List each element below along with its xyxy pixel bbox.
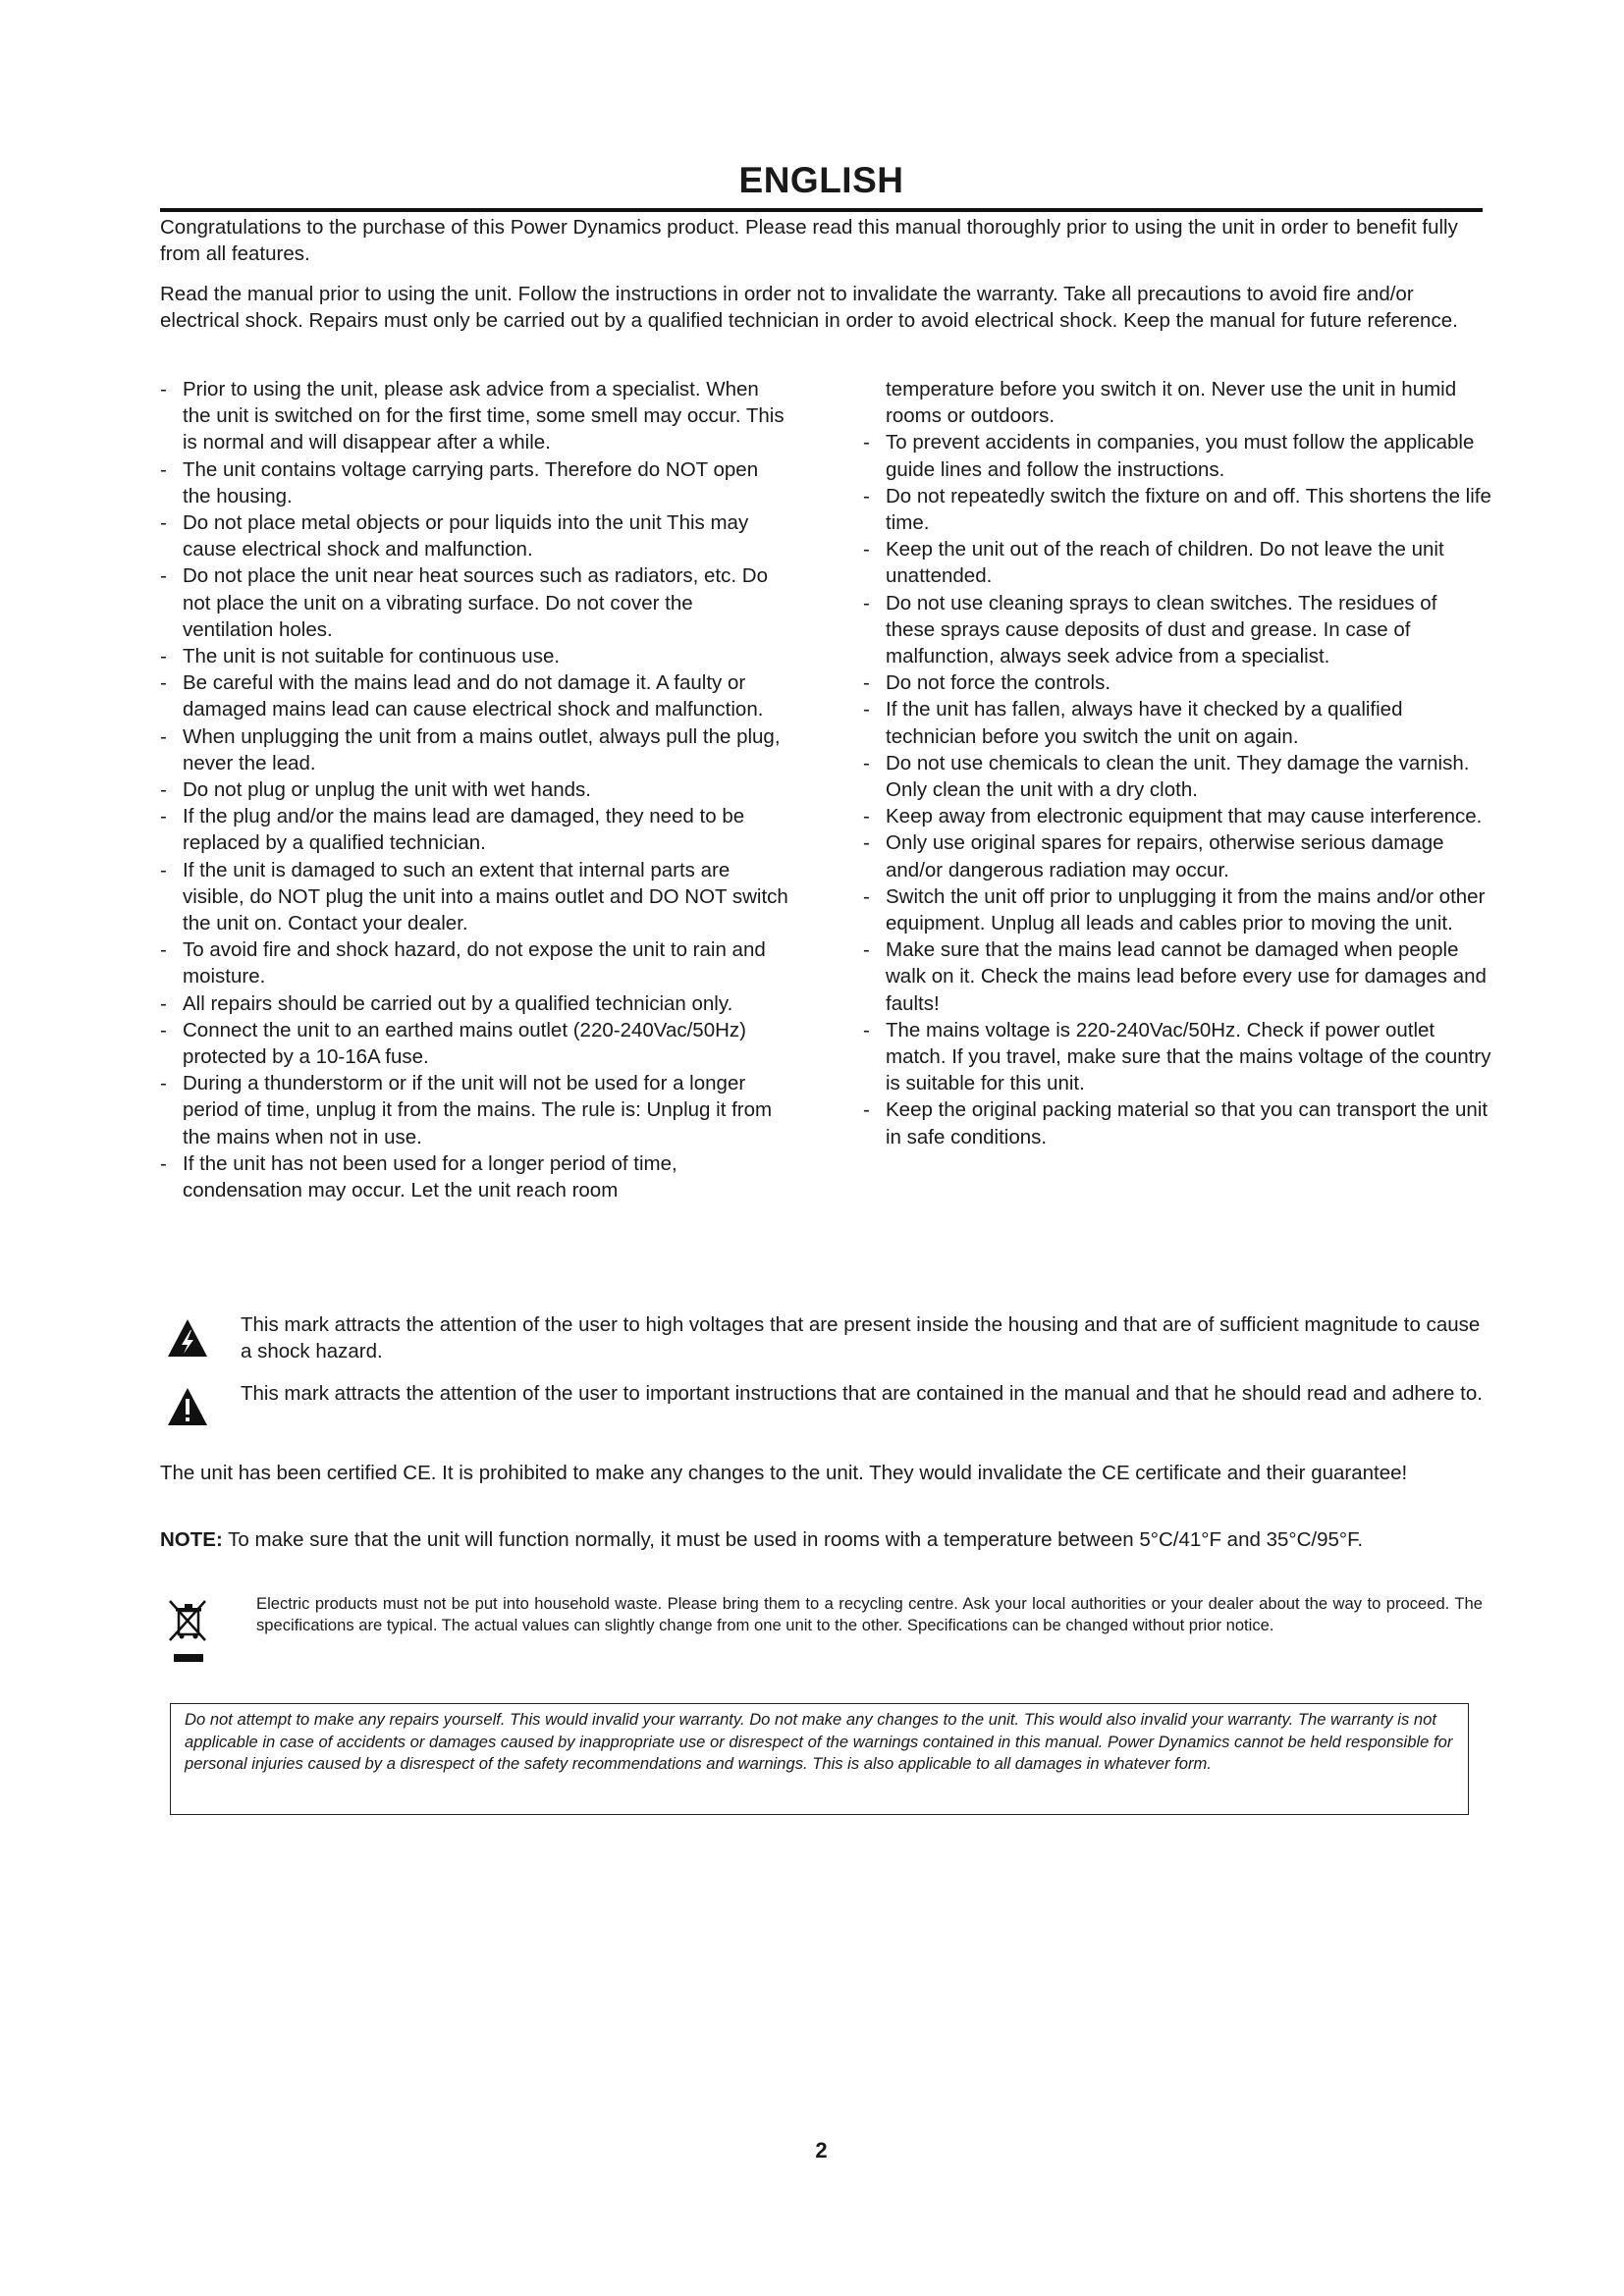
page-title: ENGLISH bbox=[738, 160, 904, 200]
safety-item: - Be careful with the mains lead and do not damage it. A faulty or damaged mains lead can cause electrical shock and malfunction. bbox=[160, 669, 788, 722]
intro-paragraph-2: Read the manual prior to using the unit. Follow the instructions in order not to invalidate the warranty. Take all precautions to avoid fire and/or electrical shock. Repairs must only be carried out by a qualified technician in order to avoid electrical shock. Keep the manual for future reference. bbox=[160, 283, 1458, 332]
safety-item: - To prevent accidents in companies, you must follow the applicable guide lines and follow the instructions. bbox=[863, 429, 1491, 482]
safety-item: - To avoid fire and shock hazard, do not expose the unit to rain and moisture. bbox=[160, 936, 788, 989]
ce-certification-text: The unit has been certified CE. It is prohibited to make any changes to the unit. They would invalidate the CE certificate and their guarantee! bbox=[160, 1462, 1408, 1484]
safety-item: - Do not plug or unplug the unit with wet hands. bbox=[160, 776, 788, 803]
temperature-note bbox=[160, 1526, 1483, 1553]
crossed-bin-icon bbox=[168, 1599, 209, 1668]
safety-item: - If the unit is damaged to such an extent that internal parts are visible, do NOT plug the unit into a mains outlet and DO NOT switch the unit on. Contact your dealer. bbox=[160, 857, 788, 937]
title-rule bbox=[160, 208, 1483, 212]
safety-item: - Do not force the controls. bbox=[863, 669, 1491, 696]
safety-item: - Do not use cleaning sprays to clean switches. The residues of these sprays cause deposits of dust and grease. In case of malfunction, always seek advice from a specialist. bbox=[863, 590, 1491, 670]
safety-item: - If the plug and/or the mains lead are damaged, they need to be replaced by a qualified technician. bbox=[160, 803, 788, 856]
note-text: To make sure that the unit will function normally, it must be used in rooms with a temperature between 5°C/41°F and 35°C/95°F. bbox=[222, 1528, 1364, 1551]
safety-item: - Keep the original packing material so that you can transport the unit in safe conditions. bbox=[863, 1096, 1491, 1149]
safety-item: - Do not repeatedly switch the fixture on and off. This shortens the life time. bbox=[863, 483, 1491, 536]
safety-item: - Prior to using the unit, please ask advice from a specialist. When the unit is switched on for the first time, some smell may occur. This is normal and will disappear after a while. bbox=[160, 376, 788, 456]
safety-list-left bbox=[160, 376, 788, 1203]
safety-item: - Only use original spares for repairs, otherwise serious damage and/or dangerous radiation may occur. bbox=[863, 829, 1491, 882]
safety-item: - Do not place the unit near heat sources such as radiators, etc. Do not place the unit on a vibrating surface. Do not cover the ventilation holes. bbox=[160, 562, 788, 643]
safety-list-right bbox=[863, 376, 1491, 1150]
intro-paragraph-1: Congratulations to the purchase of this Power Dynamics product. Please read this manual thoroughly prior to using the unit in order to benefit fully from all features. bbox=[160, 216, 1458, 265]
exclamation-triangle-icon bbox=[166, 1386, 209, 1429]
safety-item: - The unit contains voltage carrying parts. Therefore do NOT open the housing. bbox=[160, 456, 788, 509]
safety-item: - Keep the unit out of the reach of children. Do not leave the unit unattended. bbox=[863, 536, 1491, 589]
safety-item: - All repairs should be carried out by a qualified technician only. bbox=[160, 990, 788, 1017]
manual-page bbox=[160, 0, 1491, 2296]
warranty-disclaimer: Do not attempt to make any repairs yourself. This would invalid your warranty. Do not make any changes to the unit. This would also invalid your warranty. The warranty is not applicable in case of accidents or damages caused by inappropriate use or disrespect of the warnings contained in this manual. Power Dynamics cannot be held responsible for personal injuries caused by a disrespect of the safety recommendations and warnings. This is also applicable to all damages in whatever form. bbox=[170, 1703, 1469, 1815]
safety-item: - Switch the unit off prior to unplugging it from the mains and/or other equipment. Unplug all leads and cables prior to moving the unit. bbox=[863, 883, 1491, 936]
safety-item: - If the unit has fallen, always have it checked by a qualified technician before you switch the unit on again. bbox=[863, 696, 1491, 749]
safety-item: - If the unit has not been used for a longer period of time, condensation may occur. Let the unit reach room bbox=[160, 1150, 788, 1203]
safety-item: - Do not place metal objects or pour liquids into the unit This may cause electrical shock and malfunction. bbox=[160, 509, 788, 562]
lightning-triangle-icon bbox=[166, 1317, 209, 1361]
safety-item-continuation: temperature before you switch it on. Never use the unit in humid rooms or outdoors. bbox=[886, 378, 1457, 428]
page-number: 2 bbox=[815, 2138, 828, 2163]
instructions-warning-text: This mark attracts the attention of the user to important instructions that are contained in the manual and that he should read and adhere to. bbox=[241, 1382, 1483, 1405]
safety-item: - The mains voltage is 220-240Vac/50Hz. Check if power outlet match. If you travel, make sure that the mains voltage of the country is suitable for this unit. bbox=[863, 1017, 1491, 1097]
safety-item: - Connect the unit to an earthed mains outlet (220-240Vac/50Hz) protected by a 10-16A fuse. bbox=[160, 1017, 788, 1070]
weee-notice bbox=[160, 1593, 1483, 1672]
safety-item: - The unit is not suitable for continuous use. bbox=[160, 643, 788, 669]
safety-item: - When unplugging the unit from a mains outlet, always pull the plug, never the lead. bbox=[160, 723, 788, 776]
safety-item: - Keep away from electronic equipment that may cause interference. bbox=[863, 803, 1491, 829]
safety-item: - Make sure that the mains lead cannot be damaged when people walk on it. Check the mains lead before every use for damages and faults! bbox=[863, 936, 1491, 1017]
high-voltage-warning-text: This mark attracts the attention of the user to high voltages that are present inside the housing and that are of sufficient magnitude to cause a shock hazard. bbox=[241, 1313, 1481, 1362]
safety-item: - Do not use chemicals to clean the unit. They damage the varnish. Only clean the unit with a dry cloth. bbox=[863, 750, 1491, 803]
note-label: NOTE: bbox=[160, 1528, 223, 1551]
safety-item: - During a thunderstorm or if the unit will not be used for a longer period of time, unplug it from the mains. The rule is: Unplug it from the mains when not in use. bbox=[160, 1070, 788, 1150]
weee-notice-text: Electric products must not be put into household waste. Please bring them to a recycling centre. Ask your local authorities or your dealer about the way to proceed. The specifications are typical. The actual values can slightly change from one unit to the other. Specifications can be changed without prior notice. bbox=[256, 1594, 1483, 1634]
